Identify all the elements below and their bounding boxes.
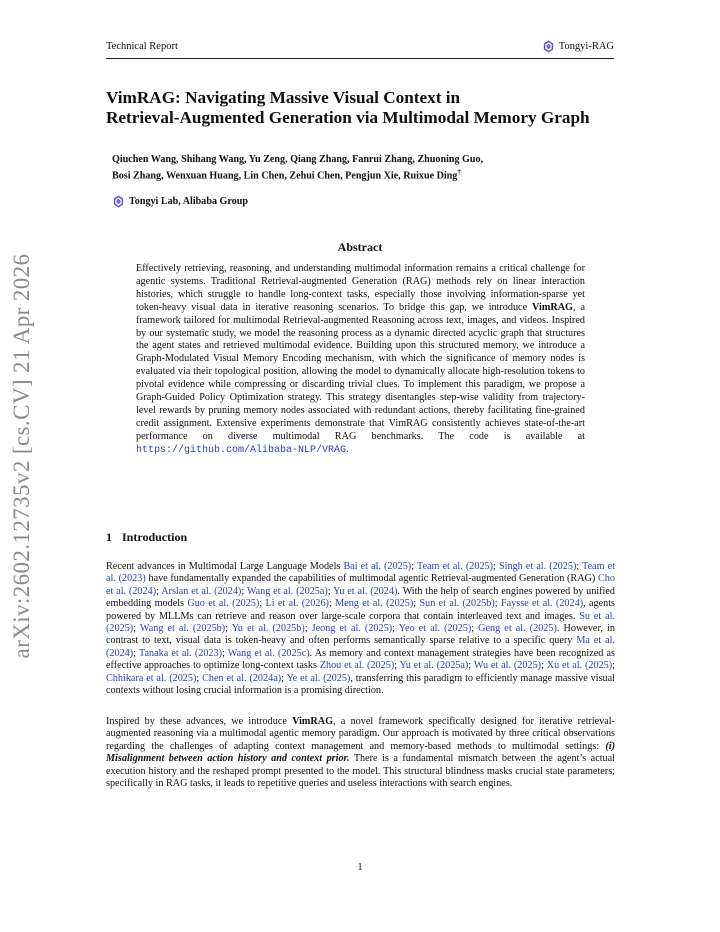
arxiv-identifier: arXiv:2602.12735v2 [cs.CV] 21 Apr 2026 — [9, 253, 34, 659]
para-text: ; — [413, 598, 420, 610]
intro-paragraph-1 — [106, 561, 615, 697]
citation-link[interactable]: Tanaka et al. (2023) — [138, 647, 223, 659]
para-text: ; — [576, 561, 583, 572]
abstract-text-1: Effectively retrieving, reasoning, and understanding multimodal information remains a critical challenge for agentic systems. Traditional Retrieval-augmented Generation (RAG) methods rely on linear interaction histories, which struggle to handle long-context tasks, especially those involving information-sparse yet token-heavy visual data in iterative reasoning scenarios. To bridge this gap, we introduce — [136, 263, 585, 313]
citation-link[interactable]: Zhou et al. (2025) — [319, 660, 395, 672]
citation-link[interactable]: Ma et al. (2024) — [106, 635, 615, 659]
para-text: ; — [327, 585, 334, 597]
para-text: ; — [156, 585, 162, 597]
citation-link[interactable]: Xu et al. (2025) — [546, 660, 613, 672]
paper-title — [106, 88, 646, 128]
para-text: . However, in contrast to text, visual data is token-heavy and often performs semantically sparse relative to a specific query — [106, 623, 615, 647]
section-number: 1 — [106, 530, 112, 544]
abstract-text-2: , a framework tailored for multimodal Retrieval-augmented Reasoning across text, images, and videos. Inspired by our systematic study, we model the reasoning process as a dynamic directed acyclic graph that structures the agent states and retrieved multimodal evidence. Building upon this structured memory, we introduce a Graph-Modulated Visual Memory Encoding mechanism, with which the significance of memory nodes is evaluated via their topological position, allowing the model to dynamically allocate high-resolution tokens to pivotal evidence while compressing or discarding trivial clues. To implement this paradigm, we propose a Graph-Guided Policy Optimization strategy. This strategy disentangles step-wise validity from trajectory-level rewards by pruning memory nodes associated with redundant actions, thereby facilitating fine-grained credit assignment. Extensive experiments demonstrate that VimRAG consistently achieves state-of-the-art performance on diverse multimodal RAG benchmarks. The code is available at — [136, 301, 585, 442]
para-text: , transferring this paradigm to efficiently manage massive visual contexts without losing crucial information is a promising direction. — [106, 672, 615, 697]
title-line-2: Retrieval-Augmented Generation via Multimodal Memory Graph — [106, 108, 590, 127]
para-text: . As memory and context management strategies have been recognized as effective approaches to optimize long-context tasks — [106, 647, 615, 672]
para-text: ; — [394, 660, 400, 672]
para-text: ; — [411, 561, 417, 572]
citation-link[interactable]: Wang et al. (2025b) — [139, 623, 226, 635]
para-text: ; — [259, 598, 266, 610]
para-text: , a novel framework specifically designed for iterative retrieval-augmented reasoning via a multimodal agentic memory paradigm. Our approach is motivated by three critical observations regarding the challenges of adapting context management and memory-based methods to multimodal settings: — [106, 716, 616, 752]
citation-link[interactable]: Chen et al. (2024a) — [202, 672, 282, 684]
tongyi-logo-icon — [112, 195, 125, 208]
citation-link[interactable]: Bai et al. (2025) — [343, 561, 412, 572]
para-text: ; — [281, 672, 287, 684]
citation-link[interactable]: Geng et al. (2025) — [478, 623, 557, 635]
authors-line-2 — [112, 166, 612, 182]
para-text: ; — [304, 623, 312, 635]
report-type-label: Technical Report — [106, 41, 178, 52]
para-text: ; — [471, 623, 479, 635]
header-brand — [542, 40, 614, 53]
citation-link[interactable]: Team et al. (2025) — [416, 561, 494, 572]
abstract-body — [136, 263, 585, 458]
citation-link[interactable]: Wu et al. (2025) — [473, 660, 542, 672]
citation-link[interactable]: Cho et al. (2024) — [106, 573, 615, 597]
citation-link[interactable]: Arslan et al. (2024) — [161, 585, 242, 597]
citation-link[interactable]: Chhikara et al. (2025) — [106, 672, 197, 684]
para-text: ; — [612, 660, 615, 672]
citation-link[interactable]: Meng et al. (2025) — [335, 598, 414, 610]
section-title: Introduction — [122, 530, 188, 544]
citation-link[interactable]: Li et al. (2026) — [265, 598, 329, 610]
para-text: Recent advances in Multimodal Large Language Models — [106, 561, 344, 572]
abstract-text-3: . — [346, 443, 349, 455]
citation-link[interactable]: Singh et al. (2025) — [498, 561, 577, 572]
para-text: ; — [241, 585, 247, 597]
para-text: ; — [494, 598, 501, 610]
para-text: . With the help of search engines powered by unified embedding models — [106, 585, 615, 610]
citation-link[interactable]: Yeo et al. (2025) — [398, 623, 472, 635]
tongyi-logo-icon — [542, 40, 555, 53]
running-header — [106, 38, 614, 59]
para-text: ; — [225, 623, 232, 635]
para-text: ; — [222, 647, 228, 659]
title-line-1: VimRAG: Navigating Massive Visual Context in — [106, 88, 461, 107]
citation-link[interactable]: Faysse et al. (2024) — [500, 598, 584, 610]
para-text: There is a fundamental mismatch between the agent’s actual execution history and the reshaped prompt presented to the model. This structural blindness masks crucial state parameters; specifically in RAG tasks, it leads to repetitive queries and useless interactions with search engines. — [106, 753, 615, 790]
abstract-method-name: VimRAG — [532, 301, 573, 313]
affiliation-label: Tongyi Lab, Alibaba Group — [129, 196, 248, 207]
method-name: VimRAG — [292, 716, 334, 727]
para-text: ; — [133, 623, 140, 635]
corresponding-author-mark: † — [457, 168, 461, 176]
header-brand-label: Tongyi-RAG — [558, 41, 614, 52]
para-text: have fundamentally expanded the capabilities of multimodal agentic Retrieval-augmented Generation (RAG) — [145, 573, 599, 585]
citation-link[interactable]: Yu et al. (2025b) — [231, 623, 305, 635]
citation-link[interactable]: Wang et al. (2025c) — [227, 647, 310, 659]
citation-link[interactable]: Yu et al. (2024) — [333, 585, 398, 597]
intro-paragraph-2 — [106, 716, 615, 790]
citation-link[interactable]: Yu et al. (2025a) — [399, 660, 469, 672]
code-repository-link[interactable]: https://github.com/Alibaba-NLP/VRAG — [136, 444, 347, 456]
citation-link[interactable]: Wang et al. (2025a) — [246, 585, 328, 597]
section-heading — [106, 530, 187, 545]
citation-link[interactable]: Sun et al. (2025b) — [419, 598, 495, 610]
citation-link[interactable]: Su et al. (2025) — [106, 610, 615, 635]
citation-link[interactable]: Guo et al. (2025) — [187, 598, 260, 610]
para-text: ; — [328, 598, 336, 610]
page-number: 1 — [357, 862, 363, 873]
observation-heading: (i) Misalignment between action history and context prior. — [106, 740, 615, 765]
citation-link[interactable]: Jeong et al. (2025) — [311, 623, 393, 635]
para-text: ; — [196, 672, 203, 684]
para-text: , agents powered by MLLMs can retrieve and reason over large-scale corpora that contain interleaved text and images. — [106, 598, 616, 622]
citation-link[interactable]: Ye et al. (2025) — [286, 672, 351, 684]
para-text: ; — [493, 561, 499, 572]
author-list — [112, 153, 612, 182]
affiliation — [112, 195, 248, 208]
para-text: ; — [133, 647, 139, 659]
authors-line-1: Qiuchen Wang, Shihang Wang, Yu Zeng, Qiang Zhang, Fanrui Zhang, Zhuoning Guo, — [112, 154, 484, 165]
para-text: ; — [468, 660, 474, 672]
para-text: ; — [541, 660, 547, 672]
citation-link[interactable]: Team et al. (2023) — [106, 561, 615, 585]
para-text: ; — [392, 623, 399, 635]
authors-line-2-text: Bosi Zhang, Wenxuan Huang, Lin Chen, Zehui Chen, Pengjun Xie, Ruixue Ding — [112, 170, 458, 182]
abstract-heading: Abstract — [337, 240, 383, 254]
para-text: Inspired by these advances, we introduce — [106, 716, 293, 727]
